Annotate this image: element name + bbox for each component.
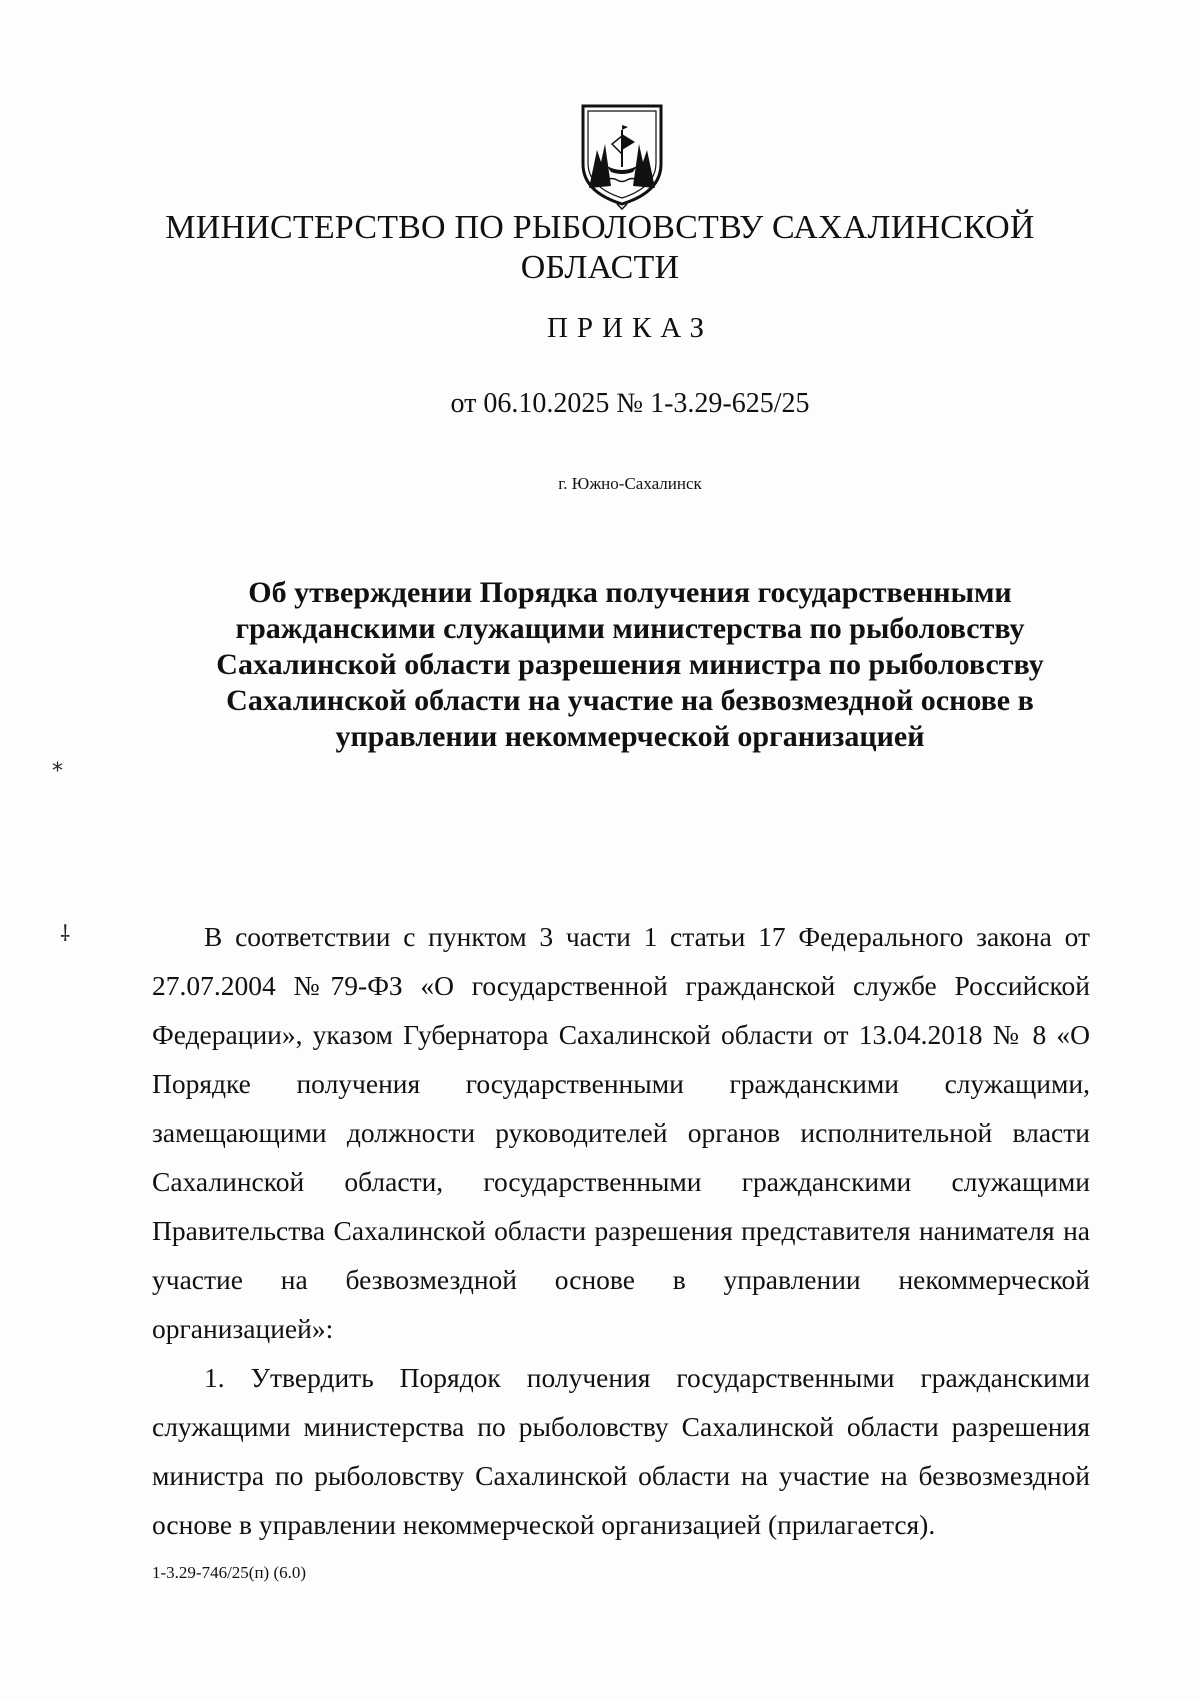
scan-artifact-mark: ⁎	[52, 752, 63, 777]
ministry-name: МИНИСТЕРСТВО ПО РЫБОЛОВСТВУ САХАЛИНСКОЙ ОБЛАСТИ	[165, 209, 1035, 286]
footer-document-code: 1-3.29-746/25(п) (6.0)	[152, 1563, 307, 1582]
document-number: от 06.10.2025 № 1-3.29-625/25	[450, 388, 810, 419]
scan-artifact-mark: ⸸	[60, 922, 71, 947]
document-city: г. Южно-Сахалинск	[558, 474, 702, 493]
body-paragraph-item-1: 1. Утвердить Порядок получения государственными гражданскими служащими министерства по рыболовству Сахалинской области разрешения министра по рыболовству Сахалинской области на участие на безвозмездной основе в управлении некоммерческой организацией (прилагается).	[152, 1362, 1090, 1540]
coat-of-arms-icon	[577, 100, 667, 210]
document-body	[152, 912, 1090, 1549]
document-type: ПРИКАЗ	[546, 312, 714, 344]
document-title: Об утверждении Порядка получения государственными гражданскими служащими министерства по рыболовству Сахалинской области разрешения министра по рыболовству Сахалинской области на участие на безвозмездной основе в управлении некоммерческой организацией	[216, 576, 1044, 753]
body-paragraph-preamble: В соответствии с пунктом 3 части 1 статьи 17 Федерального закона от 27.07.2004 №79-ФЗ «О государственной гражданской службе Российской Федерации», указом Губернатора Сахалинской области от 13.04.2018 № 8 «О Порядке получения государственными гражданскими служащими, замещающими должности руководителей органов исполнительной власти Сахалинской области, государственными гражданскими служащими Правительства Сахалинской области разрешения представителя нанимателя на участие на безвозмездной основе в управлении некоммерческой организацией»:	[152, 921, 1090, 1344]
